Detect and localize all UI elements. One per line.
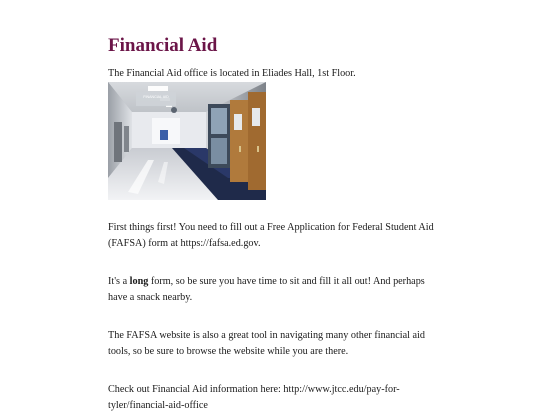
location-text: The Financial Aid office is located in Eliades Hall, 1st Floor.	[108, 68, 356, 79]
paragraph-info-link: Check out Financial Aid information here: http://www.jtcc.edu/pay-for-tyler/financial-aid-office	[108, 384, 400, 411]
paragraph-fafsa: First things first! You need to fill out a Free Application for Federal Student Aid (FAFSA) form at https://fafsa.ed.gov.	[108, 222, 434, 249]
article	[108, 34, 438, 414]
paragraph-long-form-bold: long	[129, 276, 149, 287]
paragraph-long-form	[108, 274, 438, 306]
page-title: Financial Aid	[108, 35, 218, 56]
photo-sign-text: FINANCIAL AID	[143, 95, 169, 99]
paragraph-long-form-end: form, so be sure you have time to sit and fill it all out! And perhaps have a snack nearby.	[108, 276, 425, 303]
hallway-photo	[108, 82, 266, 200]
paragraph-long-form-start: It's a	[108, 276, 130, 287]
paragraph-website: The FAFSA website is also a great tool in navigating many other financial aid tools, so be sure to browse the website while you are there.	[108, 330, 425, 357]
